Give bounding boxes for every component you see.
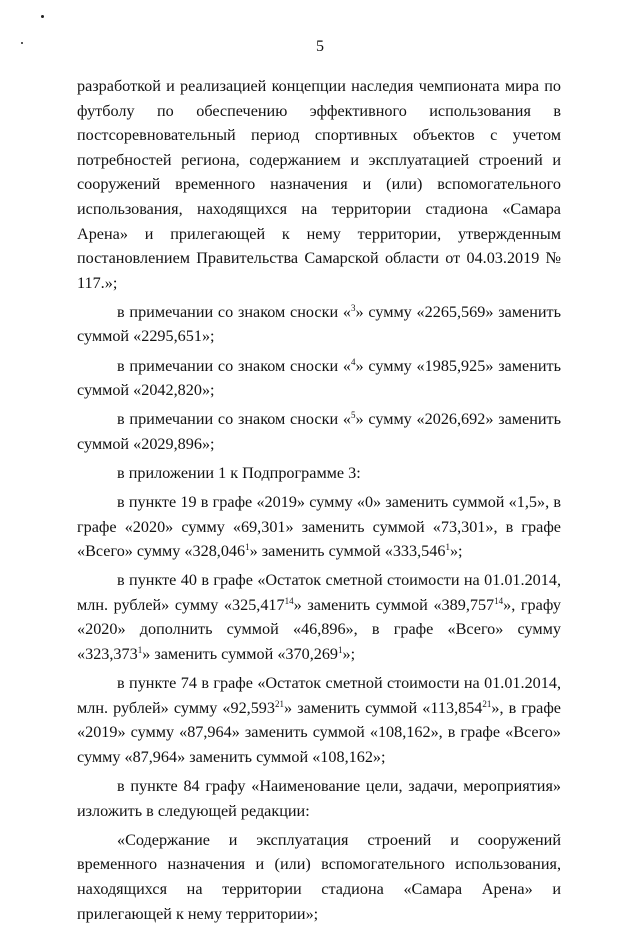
footnote-mark: 14 (494, 595, 504, 606)
paragraph-text: » сумму «2265,569» заменить суммой «2295,651»; (77, 302, 561, 346)
paragraph-text: в примечании со знаком сноски « (117, 302, 351, 321)
paragraph-text: в приложении 1 к Подпрограмме 3: (117, 463, 361, 482)
paragraph (77, 461, 561, 486)
paragraph (77, 490, 561, 564)
paragraph-text: » сумму «1985,925» заменить суммой «2042,820»; (77, 356, 561, 400)
paragraph-text: разработкой и реализацией концепции наследия чемпионата мира по футболу по обеспечению эффективного использования в постсоревновательный период спортивных объектов с учетом потребностей региона, содержанием и эксплуатацией строений и сооружений временного назначения и (или) вспомогательного использования, находящихся на территории стадиона «Самара Арена» и прилегающей к нему территории, утвержденным постановлением Правительства Самарской области от 04.03.2019 № 117.»; (77, 77, 561, 292)
footnote-mark: 1 (445, 542, 450, 553)
paragraph-text: в примечании со знаком сноски « (117, 356, 351, 375)
footnote-mark: 1 (245, 542, 250, 553)
paragraph (77, 568, 561, 666)
paragraph-text: в пункте 19 в графе «2019» сумму «0» заменить суммой «1,5», в графе «2020» сумму «69,301» заменить суммой «73,301», в графе «Всего» сумму «328,046 (77, 493, 561, 561)
paragraph (77, 828, 561, 926)
scan-speck (41, 15, 44, 18)
paragraph-text: », в графе «2019» сумму «87,964» заменить суммой «108,162», в графе «Всего» сумму «87,964» заменить суммой «108,162»; (77, 698, 561, 766)
paragraph-text: в пункте 74 в графе «Остаток сметной стоимости на 01.01.2014, млн. рублей» сумму «92,593 (77, 674, 561, 717)
paragraph (77, 774, 561, 823)
document-body (77, 74, 561, 931)
paragraph-text: » заменить суммой «389,757 (293, 595, 495, 614)
paragraph-text: «Содержание и эксплуатация строений и сооружений временного назначения и (или) вспомогательного использования, находящихся на территории стадиона «Самара Арена» и прилегающей к нему территории»; (77, 830, 561, 923)
paragraph-text: в примечании со знаком сноски « (117, 410, 351, 429)
footnote-mark: 14 (284, 595, 294, 606)
footnote-mark: 1 (137, 645, 143, 656)
paragraph-text: », графу «2020» дополнить суммой «46,896», в графе «Всего» сумму «323,373 (77, 595, 562, 664)
footnote-mark: 1 (338, 645, 343, 656)
paragraph (77, 354, 561, 403)
paragraph-text: в пункте 84 графу «Наименование цели, задачи, мероприятия» изложить в следующей редакции: (77, 777, 561, 820)
paragraph (77, 300, 561, 349)
footnote-mark: 21 (482, 698, 492, 709)
footnote-mark: 4 (350, 356, 356, 367)
paragraph-text: » заменить суммой «370,269 (142, 645, 339, 664)
paragraph-text: »; (449, 542, 463, 561)
paragraph-text: » заменить суммой «333,546 (249, 542, 446, 561)
paragraph (77, 74, 561, 295)
paragraph-text: » сумму «2026,692» заменить суммой «2029,896»; (77, 410, 561, 453)
footnote-mark: 3 (350, 302, 356, 313)
footnote-mark: 5 (350, 410, 356, 421)
footnote-mark: 21 (275, 698, 284, 709)
paragraph (77, 671, 561, 769)
paragraph (77, 407, 561, 456)
paragraph-text: в пункте 40 в графе «Остаток сметной стоимости на 01.01.2014, млн. рублей» сумму «325,417 (77, 571, 561, 614)
paragraph-text: »; (342, 645, 356, 664)
paragraph-text: » заменить суммой «113,854 (284, 698, 483, 717)
page-number: 5 (316, 38, 324, 55)
